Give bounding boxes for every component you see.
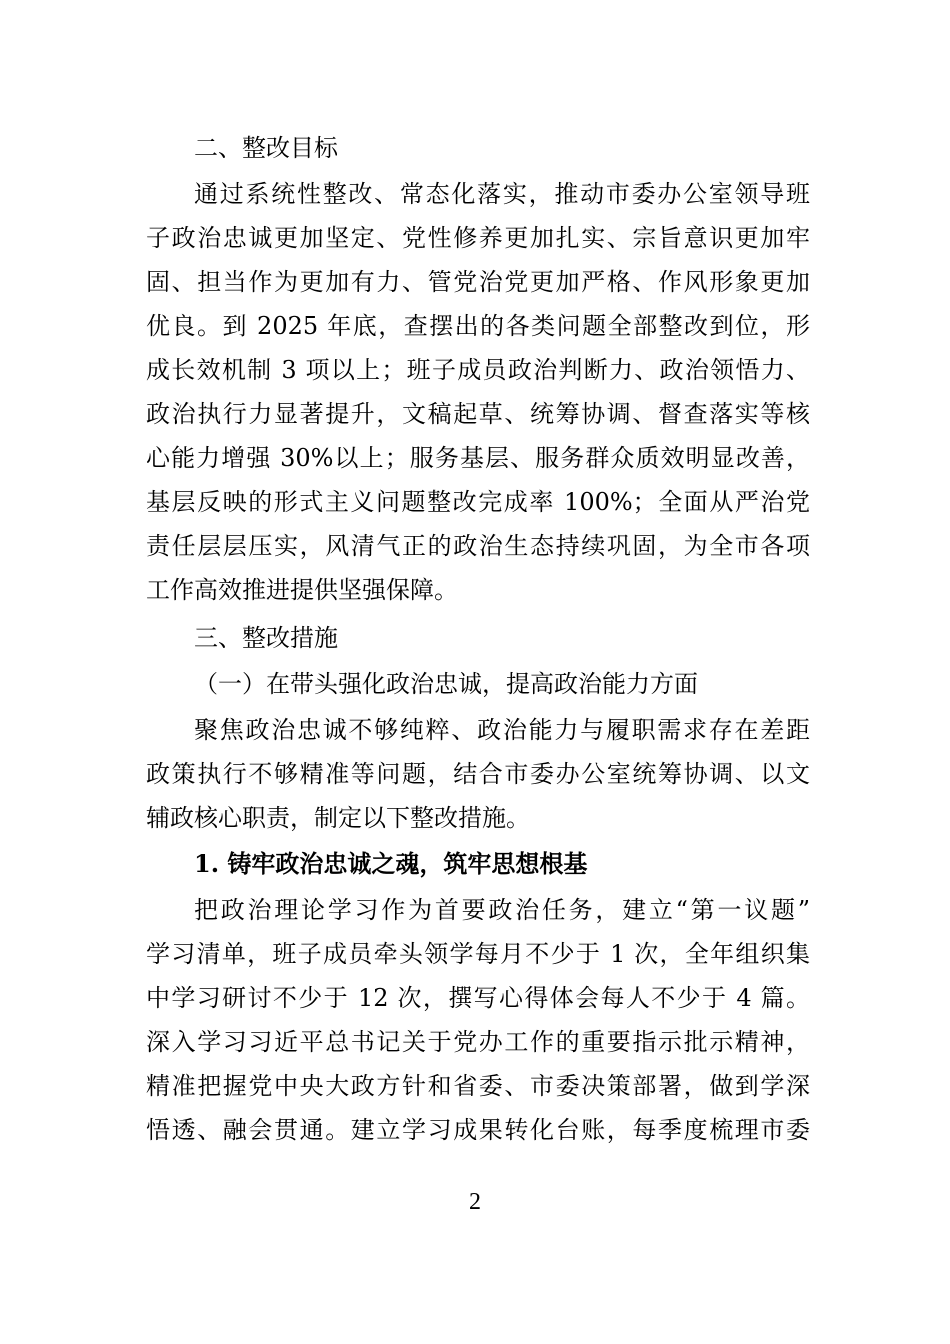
section-heading-measures: 三、整改措施 <box>194 624 338 652</box>
paragraph-line: 悟透、融会贯通。建立学习成果转化台账，每季度梳理市委 <box>146 1116 810 1144</box>
paragraph-line: 辅政核心职责，制定以下整改措施。 <box>146 804 530 832</box>
paragraph-line: 通过系统性整改、常态化落实，推动市委办公室领导班 <box>194 180 810 208</box>
paragraph-line: 成长效机制 3 项以上；班子成员政治判断力、政治领悟力、 <box>146 356 810 384</box>
paragraph-line: 基层反映的形式主义问题整改完成率 100%；全面从严治党 <box>146 488 810 516</box>
paragraph-line: 工作高效推进提供坚强保障。 <box>146 576 458 604</box>
paragraph-line: 子政治忠诚更加坚定、党性修养更加扎实、宗旨意识更加牢 <box>146 224 810 252</box>
page-number: 2 <box>469 1189 481 1215</box>
paragraph-line: 政策执行不够精准等问题，结合市委办公室统筹协调、以文 <box>146 760 810 788</box>
paragraph-line: 深入学习习近平总书记关于党办工作的重要指示批示精神， <box>146 1028 810 1056</box>
paragraph-line: 中学习研讨不少于 12 次，撰写心得体会每人不少于 4 篇。 <box>146 984 810 1012</box>
paragraph-line: 固、担当作为更加有力、管党治党更加严格、作风形象更加 <box>146 268 810 296</box>
item-heading: 1. 铸牢政治忠诚之魂，筑牢思想根基 <box>194 849 588 878</box>
paragraph-line: 政治执行力显著提升，文稿起草、统筹协调、督查落实等核 <box>146 400 810 428</box>
section-heading-goals: 二、整改目标 <box>194 134 338 162</box>
subsection-heading: （一）在带头强化政治忠诚，提高政治能力方面 <box>194 670 698 698</box>
paragraph-line: 学习清单，班子成员牵头领学每月不少于 1 次，全年组织集 <box>146 940 810 968</box>
paragraph-line: 优良。到 2025 年底，查摆出的各类问题全部整改到位，形 <box>146 312 810 340</box>
paragraph-line: 心能力增强 30%以上；服务基层、服务群众质效明显改善， <box>146 444 810 472</box>
paragraph-line: 精准把握党中央大政方针和省委、市委决策部署，做到学深 <box>146 1072 810 1100</box>
paragraph-line: 把政治理论学习作为首要政治任务，建立“第一议题” <box>194 896 810 924</box>
paragraph-line: 聚焦政治忠诚不够纯粹、政治能力与履职需求存在差距 <box>194 716 810 744</box>
paragraph-line: 责任层层压实，风清气正的政治生态持续巩固，为全市各项 <box>146 532 810 560</box>
